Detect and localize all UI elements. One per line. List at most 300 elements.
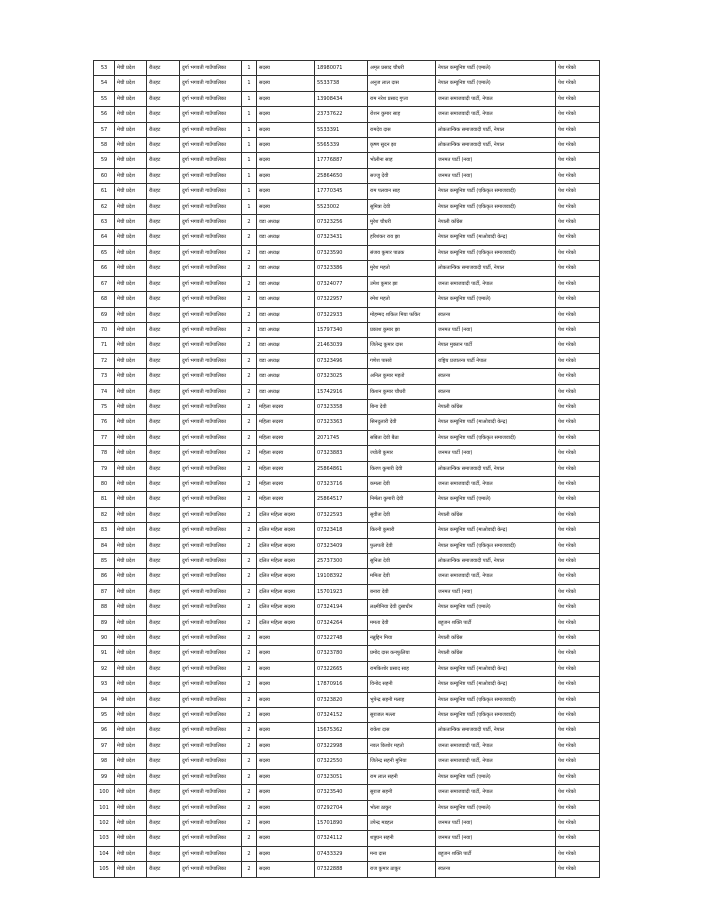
table-row bbox=[94, 230, 600, 245]
district-cell: रौतहट bbox=[147, 184, 180, 199]
serial-number-cell: 59 bbox=[94, 153, 115, 168]
status-cell: पेश गरेको bbox=[556, 446, 600, 461]
post-cell: वडा अध्यक्ष bbox=[257, 384, 315, 399]
province-cell: मेची प्रदेश bbox=[115, 569, 147, 584]
province-cell: मेची प्रदेश bbox=[115, 646, 147, 661]
status-cell: पेश गरेको bbox=[556, 415, 600, 430]
party-cell: नेपाली काँग्रेस bbox=[436, 399, 556, 414]
serial-number-cell: 96 bbox=[94, 723, 115, 738]
table-row bbox=[94, 723, 600, 738]
candidate-name-cell: राम नरेश प्रसाद गुप्ता bbox=[368, 91, 436, 106]
district-cell: रौतहट bbox=[147, 199, 180, 214]
voter-id-cell: 07322888 bbox=[315, 862, 368, 877]
voter-id-cell: 07323883 bbox=[315, 446, 368, 461]
serial-number-cell: 60 bbox=[94, 168, 115, 183]
table-row bbox=[94, 785, 600, 800]
table-row bbox=[94, 322, 600, 337]
candidate-table bbox=[93, 60, 600, 878]
province-cell: मेची प्रदेश bbox=[115, 862, 147, 877]
table-row bbox=[94, 199, 600, 214]
status-cell: पेश गरेको bbox=[556, 430, 600, 445]
table-row bbox=[94, 523, 600, 538]
post-cell: महिला सदस्य bbox=[257, 492, 315, 507]
voter-id-cell: 07323780 bbox=[315, 646, 368, 661]
candidate-name-cell: अनुज लाल दास bbox=[368, 76, 436, 91]
voter-id-cell: 15675362 bbox=[315, 723, 368, 738]
municipality-cell: दुर्गा भगवती गाउँपालिका bbox=[180, 61, 242, 76]
candidate-name-cell: अमृत प्रसाद चौधरी bbox=[368, 61, 436, 76]
party-cell: लोकतान्त्रिक समाजवादी पार्टी, नेपाल bbox=[436, 261, 556, 276]
table-row bbox=[94, 538, 600, 553]
post-cell: सदस्य bbox=[257, 184, 315, 199]
serial-number-cell: 71 bbox=[94, 338, 115, 353]
party-cell: नेपाल कम्युनिष्ट पार्टी (माओवादी केन्द्र) bbox=[436, 677, 556, 692]
table-row bbox=[94, 569, 600, 584]
voter-id-cell: 07323418 bbox=[315, 523, 368, 538]
province-cell: मेची प्रदेश bbox=[115, 199, 147, 214]
candidate-name-cell: रामकिशोर प्रसाद साह bbox=[368, 661, 436, 676]
province-cell: मेची प्रदेश bbox=[115, 399, 147, 414]
table-row bbox=[94, 800, 600, 815]
status-cell: पेश गरेको bbox=[556, 276, 600, 291]
candidate-name-cell: उमेश कुमार झा bbox=[368, 276, 436, 291]
ward-cell: 2 bbox=[242, 569, 257, 584]
table-row bbox=[94, 107, 600, 122]
voter-id-cell: 17776887 bbox=[315, 153, 368, 168]
table-row bbox=[94, 168, 600, 183]
serial-number-cell: 89 bbox=[94, 615, 115, 630]
post-cell: वडा अध्यक्ष bbox=[257, 261, 315, 276]
party-cell: नेपाल कम्युनिष्ट पार्टी (एमाले) bbox=[436, 76, 556, 91]
serial-number-cell: 95 bbox=[94, 708, 115, 723]
voter-id-cell: 07323256 bbox=[315, 215, 368, 230]
voter-id-cell: 07322933 bbox=[315, 307, 368, 322]
voter-id-cell: 07323431 bbox=[315, 230, 368, 245]
serial-number-cell: 76 bbox=[94, 415, 115, 430]
post-cell: सदस्य bbox=[257, 631, 315, 646]
ward-cell: 2 bbox=[242, 369, 257, 384]
serial-number-cell: 94 bbox=[94, 692, 115, 707]
municipality-cell: दुर्गा भगवती गाउँपालिका bbox=[180, 384, 242, 399]
district-cell: रौतहट bbox=[147, 769, 180, 784]
province-cell: मेची प्रदेश bbox=[115, 831, 147, 846]
serial-number-cell: 69 bbox=[94, 307, 115, 322]
post-cell: सदस्य bbox=[257, 738, 315, 753]
post-cell: महिला सदस्य bbox=[257, 430, 315, 445]
province-cell: मेची प्रदेश bbox=[115, 292, 147, 307]
status-cell: पेश गरेको bbox=[556, 631, 600, 646]
party-cell: नेपाल कम्युनिष्ट पार्टी (माओवादी केन्द्र) bbox=[436, 415, 556, 430]
voter-id-cell: 23737622 bbox=[315, 107, 368, 122]
candidate-name-cell: बनारा देवी bbox=[368, 584, 436, 599]
party-cell: जनता समाजवादी पार्टी, नेपाल bbox=[436, 276, 556, 291]
voter-id-cell: 07323363 bbox=[315, 415, 368, 430]
district-cell: रौतहट bbox=[147, 646, 180, 661]
district-cell: रौतहट bbox=[147, 754, 180, 769]
status-cell: पेश गरेको bbox=[556, 230, 600, 245]
post-cell: सदस्य bbox=[257, 708, 315, 723]
party-cell: नेपाली काँग्रेस bbox=[436, 646, 556, 661]
candidate-name-cell: संजय कुमार पाठक bbox=[368, 245, 436, 260]
candidate-name-cell: प्रमोद दास कनफुलिया bbox=[368, 646, 436, 661]
party-cell: जनमत पार्टी (नया) bbox=[436, 831, 556, 846]
party-cell: नेपाल कम्युनिष्ट पार्टी (एमाले) bbox=[436, 492, 556, 507]
table-row bbox=[94, 692, 600, 707]
municipality-cell: दुर्गा भगवती गाउँपालिका bbox=[180, 692, 242, 707]
status-cell: पेश गरेको bbox=[556, 507, 600, 522]
table-row bbox=[94, 76, 600, 91]
ward-cell: 1 bbox=[242, 138, 257, 153]
serial-number-cell: 78 bbox=[94, 446, 115, 461]
municipality-cell: दुर्गा भगवती गाउँपालिका bbox=[180, 631, 242, 646]
status-cell: पेश गरेको bbox=[556, 815, 600, 830]
table-row bbox=[94, 476, 600, 491]
status-cell: पेश गरेको bbox=[556, 800, 600, 815]
district-cell: रौतहट bbox=[147, 738, 180, 753]
province-cell: मेची प्रदेश bbox=[115, 215, 147, 230]
province-cell: मेची प्रदेश bbox=[115, 800, 147, 815]
candidate-name-cell: राम लाल सहनी bbox=[368, 769, 436, 784]
party-cell: नेपाल कम्युनिष्ट पार्टी (एकिकृत समाजवादी) bbox=[436, 199, 556, 214]
table-row bbox=[94, 631, 600, 646]
province-cell: मेची प्रदेश bbox=[115, 61, 147, 76]
province-cell: मेची प्रदेश bbox=[115, 476, 147, 491]
status-cell: पेश गरेको bbox=[556, 677, 600, 692]
table-row bbox=[94, 292, 600, 307]
candidate-name-cell: ज्योती कुमार bbox=[368, 446, 436, 461]
municipality-cell: दुर्गा भगवती गाउँपालिका bbox=[180, 245, 242, 260]
province-cell: मेची प्रदेश bbox=[115, 492, 147, 507]
district-cell: रौतहट bbox=[147, 307, 180, 322]
serial-number-cell: 103 bbox=[94, 831, 115, 846]
province-cell: मेची प्रदेश bbox=[115, 661, 147, 676]
party-cell: लोकतान्त्रिक समाजवादी पार्टी, नेपाल bbox=[436, 461, 556, 476]
ward-cell: 1 bbox=[242, 76, 257, 91]
candidate-name-cell: कमला देवी bbox=[368, 476, 436, 491]
district-cell: रौतहट bbox=[147, 615, 180, 630]
party-cell: लोकतान्त्रिक समाजवादी पार्टी, नेपाल bbox=[436, 138, 556, 153]
ward-cell: 2 bbox=[242, 292, 257, 307]
serial-number-cell: 99 bbox=[94, 769, 115, 784]
municipality-cell: दुर्गा भगवती गाउँपालिका bbox=[180, 646, 242, 661]
municipality-cell: दुर्गा भगवती गाउँपालिका bbox=[180, 569, 242, 584]
municipality-cell: दुर्गा भगवती गाउँपालिका bbox=[180, 76, 242, 91]
municipality-cell: दुर्गा भगवती गाउँपालिका bbox=[180, 276, 242, 291]
status-cell: पेश गरेको bbox=[556, 153, 600, 168]
municipality-cell: दुर्गा भगवती गाउँपालिका bbox=[180, 292, 242, 307]
status-cell: पेश गरेको bbox=[556, 661, 600, 676]
party-cell: नेपाल कम्युनिष्ट पार्टी (एमाले) bbox=[436, 61, 556, 76]
serial-number-cell: 81 bbox=[94, 492, 115, 507]
province-cell: मेची प्रदेश bbox=[115, 153, 147, 168]
party-cell: नेपाल कम्युनिष्ट पार्टी (माओवादी केन्द्र) bbox=[436, 230, 556, 245]
municipality-cell: दुर्गा भगवती गाउँपालिका bbox=[180, 661, 242, 676]
table-row bbox=[94, 353, 600, 368]
candidate-name-cell: रोशन कुमार साह bbox=[368, 107, 436, 122]
party-cell: स्वतन्त्र bbox=[436, 307, 556, 322]
status-cell: पेश गरेको bbox=[556, 322, 600, 337]
party-cell: स्वतन्त्र bbox=[436, 384, 556, 399]
province-cell: मेची प्रदेश bbox=[115, 276, 147, 291]
province-cell: मेची प्रदेश bbox=[115, 415, 147, 430]
serial-number-cell: 63 bbox=[94, 215, 115, 230]
ward-cell: 2 bbox=[242, 800, 257, 815]
party-cell: नेपाल कम्युनिष्ट पार्टी (एकिकृत समाजवादी) bbox=[436, 430, 556, 445]
district-cell: रौतहट bbox=[147, 138, 180, 153]
table-row bbox=[94, 507, 600, 522]
post-cell: सदस्य bbox=[257, 661, 315, 676]
candidate-name-cell: उपेन्द्र मडहल bbox=[368, 815, 436, 830]
party-cell: जनता समाजवादी पार्टी, नेपाल bbox=[436, 754, 556, 769]
district-cell: रौतहट bbox=[147, 538, 180, 553]
candidate-name-cell: सुराजल मल्ला bbox=[368, 708, 436, 723]
voter-id-cell: 15701890 bbox=[315, 815, 368, 830]
municipality-cell: दुर्गा भगवती गाउँपालिका bbox=[180, 184, 242, 199]
post-cell: महिला सदस्य bbox=[257, 461, 315, 476]
voter-id-cell: 25737300 bbox=[315, 554, 368, 569]
post-cell: सदस्य bbox=[257, 76, 315, 91]
post-cell: वडा अध्यक्ष bbox=[257, 230, 315, 245]
municipality-cell: दुर्गा भगवती गाउँपालिका bbox=[180, 846, 242, 861]
district-cell: रौतहट bbox=[147, 245, 180, 260]
status-cell: पेश गरेको bbox=[556, 215, 600, 230]
table-row bbox=[94, 261, 600, 276]
municipality-cell: दुर्गा भगवती गाउँपालिका bbox=[180, 138, 242, 153]
post-cell: सदस्य bbox=[257, 800, 315, 815]
district-cell: रौतहट bbox=[147, 415, 180, 430]
voter-id-cell: 5533391 bbox=[315, 122, 368, 137]
status-cell: पेश गरेको bbox=[556, 91, 600, 106]
candidate-name-cell: मुरेश महतो bbox=[368, 261, 436, 276]
status-cell: पेश गरेको bbox=[556, 122, 600, 137]
voter-id-cell: 2071745 bbox=[315, 430, 368, 445]
voter-id-cell: 5533738 bbox=[315, 76, 368, 91]
candidate-name-cell: भोला ठाकुर bbox=[368, 800, 436, 815]
serial-number-cell: 88 bbox=[94, 600, 115, 615]
candidate-name-cell: विनोद सहनी bbox=[368, 677, 436, 692]
ward-cell: 1 bbox=[242, 153, 257, 168]
serial-number-cell: 84 bbox=[94, 538, 115, 553]
table-row bbox=[94, 615, 600, 630]
municipality-cell: दुर्गा भगवती गाउँपालिका bbox=[180, 708, 242, 723]
table-row bbox=[94, 846, 600, 861]
post-cell: सदस्य bbox=[257, 122, 315, 137]
candidate-name-cell: सुनिता देवी bbox=[368, 554, 436, 569]
municipality-cell: दुर्गा भगवती गाउँपालिका bbox=[180, 91, 242, 106]
voter-id-cell: 07323820 bbox=[315, 692, 368, 707]
serial-number-cell: 77 bbox=[94, 430, 115, 445]
table-row bbox=[94, 153, 600, 168]
status-cell: पेश गरेको bbox=[556, 754, 600, 769]
ward-cell: 2 bbox=[242, 708, 257, 723]
ward-cell: 2 bbox=[242, 754, 257, 769]
status-cell: पेश गरेको bbox=[556, 292, 600, 307]
serial-number-cell: 68 bbox=[94, 292, 115, 307]
voter-id-cell: 07322748 bbox=[315, 631, 368, 646]
province-cell: मेची प्रदेश bbox=[115, 184, 147, 199]
municipality-cell: दुर्गा भगवती गाउँपालिका bbox=[180, 831, 242, 846]
status-cell: पेश गरेको bbox=[556, 785, 600, 800]
province-cell: मेची प्रदेश bbox=[115, 507, 147, 522]
candidate-name-cell: मुरेश चौधरी bbox=[368, 215, 436, 230]
party-cell: नेपाली काँग्रेस bbox=[436, 631, 556, 646]
district-cell: रौतहट bbox=[147, 584, 180, 599]
candidate-name-cell: निर्मला कुमारी देवी bbox=[368, 492, 436, 507]
province-cell: मेची प्रदेश bbox=[115, 815, 147, 830]
post-cell: सदस्य bbox=[257, 91, 315, 106]
district-cell: रौतहट bbox=[147, 215, 180, 230]
district-cell: रौतहट bbox=[147, 846, 180, 861]
ward-cell: 2 bbox=[242, 261, 257, 276]
table-row bbox=[94, 307, 600, 322]
serial-number-cell: 53 bbox=[94, 61, 115, 76]
status-cell: पेश गरेको bbox=[556, 523, 600, 538]
province-cell: मेची प्रदेश bbox=[115, 369, 147, 384]
ward-cell: 2 bbox=[242, 276, 257, 291]
status-cell: पेश गरेको bbox=[556, 692, 600, 707]
ward-cell: 2 bbox=[242, 384, 257, 399]
ward-cell: 2 bbox=[242, 245, 257, 260]
post-cell: सदस्य bbox=[257, 831, 315, 846]
district-cell: रौतहट bbox=[147, 369, 180, 384]
voter-id-cell: 07322593 bbox=[315, 507, 368, 522]
ward-cell: 2 bbox=[242, 338, 257, 353]
party-cell: नेपाल कम्युनिष्ट पार्टी (एमाले) bbox=[436, 292, 556, 307]
candidate-name-cell: गणेश पासवे bbox=[368, 353, 436, 368]
post-cell: दलित महिला सदस्य bbox=[257, 554, 315, 569]
municipality-cell: दुर्गा भगवती गाउँपालिका bbox=[180, 476, 242, 491]
party-cell: स्वतन्त्र bbox=[436, 862, 556, 877]
post-cell: दलित महिला सदस्य bbox=[257, 584, 315, 599]
voter-id-cell: 13908434 bbox=[315, 91, 368, 106]
serial-number-cell: 101 bbox=[94, 800, 115, 815]
ward-cell: 2 bbox=[242, 538, 257, 553]
table-row bbox=[94, 138, 600, 153]
municipality-cell: दुर्गा भगवती गाउँपालिका bbox=[180, 862, 242, 877]
table-row bbox=[94, 492, 600, 507]
district-cell: रौतहट bbox=[147, 322, 180, 337]
municipality-cell: दुर्गा भगवती गाउँपालिका bbox=[180, 785, 242, 800]
province-cell: मेची प्रदेश bbox=[115, 785, 147, 800]
post-cell: दलित महिला सदस्य bbox=[257, 507, 315, 522]
ward-cell: 2 bbox=[242, 230, 257, 245]
candidate-name-cell: राज कुमार ठाकुर bbox=[368, 862, 436, 877]
ward-cell: 1 bbox=[242, 122, 257, 137]
candidate-name-cell: बिना देवी bbox=[368, 399, 436, 414]
voter-id-cell: 07433329 bbox=[315, 846, 368, 861]
table-body bbox=[94, 61, 600, 878]
ward-cell: 2 bbox=[242, 769, 257, 784]
district-cell: रौतहट bbox=[147, 230, 180, 245]
candidate-name-cell: जितेन्द्र कुमार दास bbox=[368, 338, 436, 353]
status-cell: पेश गरेको bbox=[556, 846, 600, 861]
table-row bbox=[94, 831, 600, 846]
municipality-cell: दुर्गा भगवती गाउँपालिका bbox=[180, 677, 242, 692]
status-cell: पेश गरेको bbox=[556, 338, 600, 353]
district-cell: रौतहट bbox=[147, 384, 180, 399]
voter-id-cell: 07322998 bbox=[315, 738, 368, 753]
ward-cell: 1 bbox=[242, 168, 257, 183]
province-cell: मेची प्रदेश bbox=[115, 461, 147, 476]
table-row bbox=[94, 738, 600, 753]
party-cell: जनता समाजवादी पार्टी, नेपाल bbox=[436, 91, 556, 106]
candidate-name-cell: भोलीना साह bbox=[368, 153, 436, 168]
serial-number-cell: 75 bbox=[94, 399, 115, 414]
ward-cell: 2 bbox=[242, 554, 257, 569]
party-cell: नेपाली काँग्रेस bbox=[436, 215, 556, 230]
party-cell: जनमत पार्टी (नया) bbox=[436, 584, 556, 599]
table-row bbox=[94, 708, 600, 723]
voter-id-cell: 07322550 bbox=[315, 754, 368, 769]
municipality-cell: दुर्गा भगवती गाउँपालिका bbox=[180, 584, 242, 599]
province-cell: मेची प्रदेश bbox=[115, 446, 147, 461]
post-cell: सदस्य bbox=[257, 862, 315, 877]
status-cell: पेश गरेको bbox=[556, 615, 600, 630]
candidate-name-cell: सुवीता देवी bbox=[368, 507, 436, 522]
district-cell: रौतहट bbox=[147, 661, 180, 676]
voter-id-cell: 07322957 bbox=[315, 292, 368, 307]
ward-cell: 2 bbox=[242, 584, 257, 599]
ward-cell: 2 bbox=[242, 677, 257, 692]
party-cell: नेपाल कम्युनिष्ट पार्टी (एकिकृत समाजवादी) bbox=[436, 245, 556, 260]
serial-number-cell: 65 bbox=[94, 245, 115, 260]
ward-cell: 2 bbox=[242, 476, 257, 491]
table-row bbox=[94, 862, 600, 877]
serial-number-cell: 57 bbox=[94, 122, 115, 137]
status-cell: पेश गरेको bbox=[556, 862, 600, 877]
table-row bbox=[94, 754, 600, 769]
post-cell: वडा अध्यक्ष bbox=[257, 215, 315, 230]
candidate-name-cell: ममिता देवी bbox=[368, 569, 436, 584]
district-cell: रौतहट bbox=[147, 292, 180, 307]
ward-cell: 2 bbox=[242, 446, 257, 461]
ward-cell: 2 bbox=[242, 523, 257, 538]
ward-cell: 2 bbox=[242, 785, 257, 800]
status-cell: पेश गरेको bbox=[556, 353, 600, 368]
post-cell: वडा अध्यक्ष bbox=[257, 369, 315, 384]
party-cell: नेपाल कम्युनिष्ट पार्टी (एमाले) bbox=[436, 600, 556, 615]
province-cell: मेची प्रदेश bbox=[115, 107, 147, 122]
district-cell: रौतहट bbox=[147, 338, 180, 353]
voter-id-cell: 07324112 bbox=[315, 831, 368, 846]
serial-number-cell: 105 bbox=[94, 862, 115, 877]
table-row bbox=[94, 769, 600, 784]
candidate-name-cell: मना दास bbox=[368, 846, 436, 861]
post-cell: सदस्य bbox=[257, 754, 315, 769]
candidate-name-cell: सुमित्रा देवी bbox=[368, 199, 436, 214]
status-cell: पेश गरेको bbox=[556, 399, 600, 414]
candidate-name-cell: जितेन्द्र सहनी मुनिया bbox=[368, 754, 436, 769]
voter-id-cell: 07323409 bbox=[315, 538, 368, 553]
voter-id-cell: 15742916 bbox=[315, 384, 368, 399]
district-cell: रौतहट bbox=[147, 107, 180, 122]
municipality-cell: दुर्गा भगवती गाउँपालिका bbox=[180, 430, 242, 445]
voter-id-cell: 07323540 bbox=[315, 785, 368, 800]
candidate-name-cell: राकेश दास bbox=[368, 723, 436, 738]
serial-number-cell: 54 bbox=[94, 76, 115, 91]
province-cell: मेची प्रदेश bbox=[115, 723, 147, 738]
status-cell: पेश गरेको bbox=[556, 245, 600, 260]
table-row bbox=[94, 61, 600, 76]
province-cell: मेची प्रदेश bbox=[115, 122, 147, 137]
district-cell: रौतहट bbox=[147, 692, 180, 707]
voter-id-cell: 07323025 bbox=[315, 369, 368, 384]
status-cell: पेश गरेको bbox=[556, 769, 600, 784]
serial-number-cell: 79 bbox=[94, 461, 115, 476]
table-row bbox=[94, 338, 600, 353]
municipality-cell: दुर्गा भगवती गाउँपालिका bbox=[180, 338, 242, 353]
municipality-cell: दुर्गा भगवती गाउँपालिका bbox=[180, 446, 242, 461]
